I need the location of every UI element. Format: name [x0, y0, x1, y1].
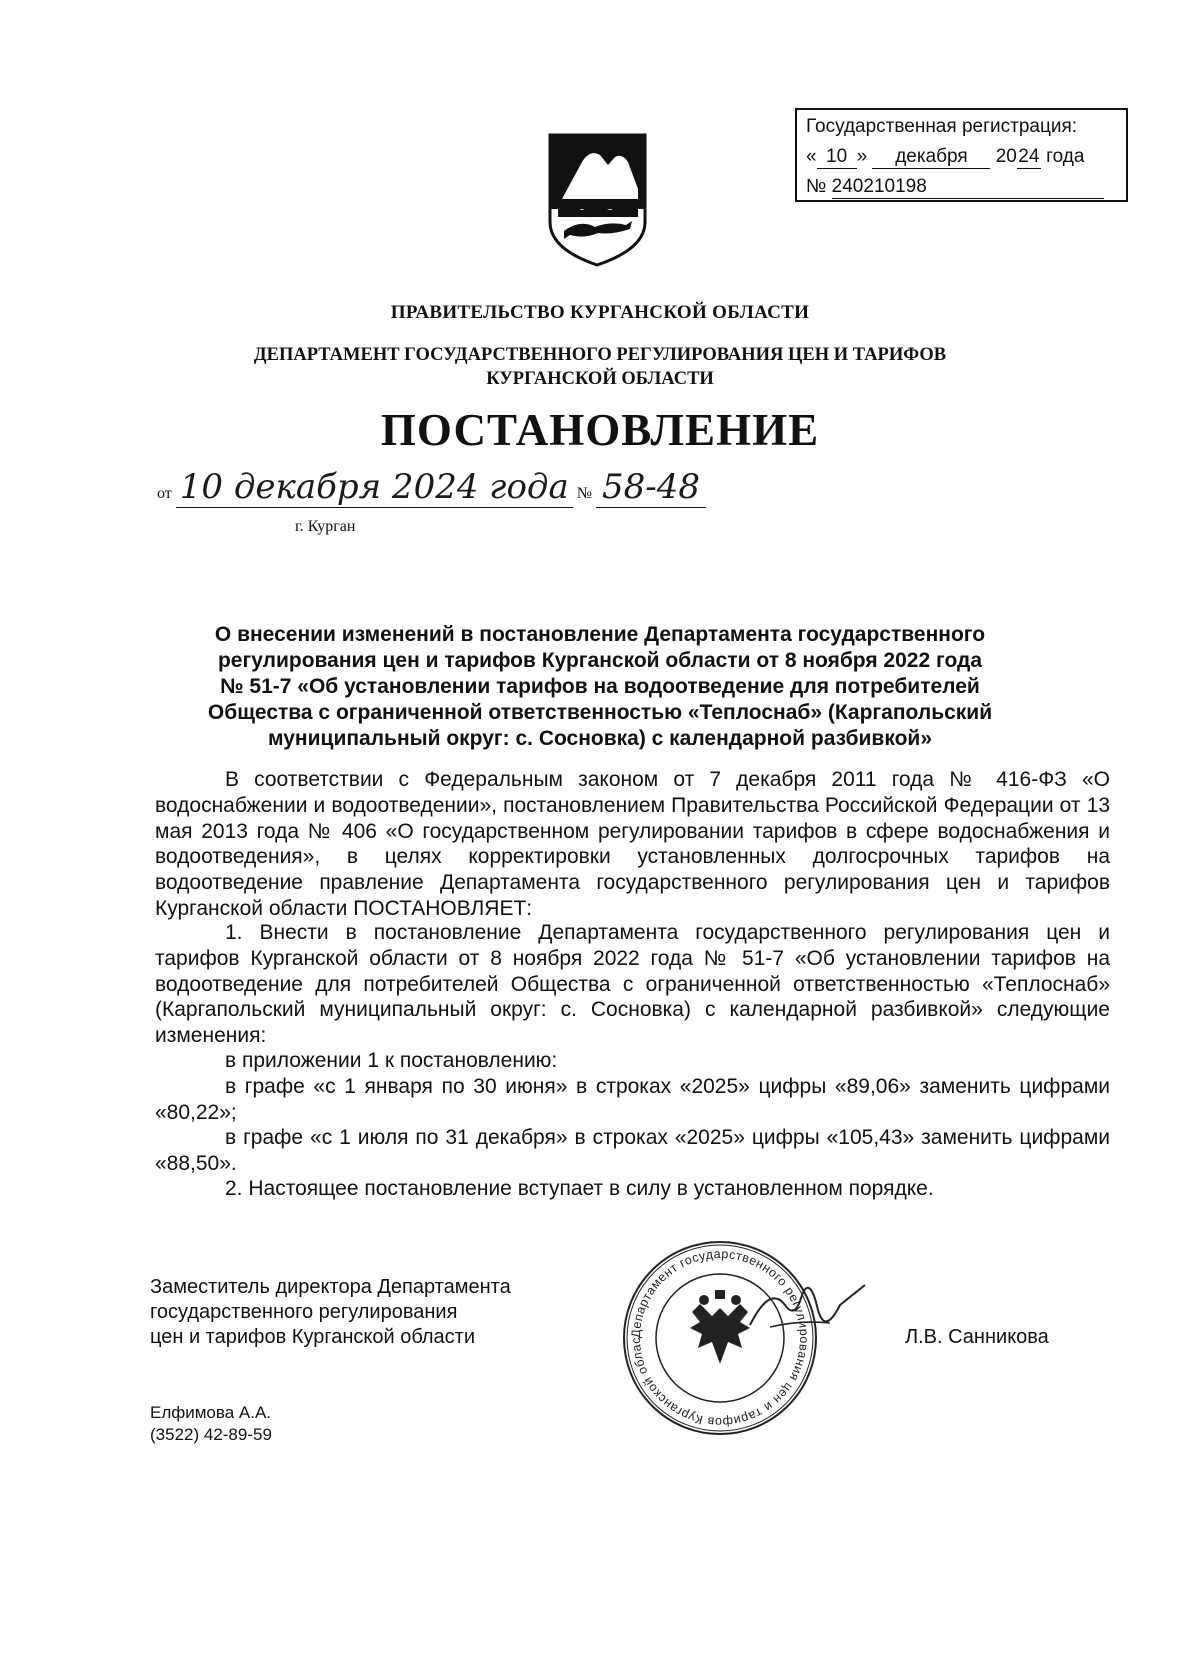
signatory-name: Л.В. Санникова	[905, 1326, 1049, 1348]
state-registration-box	[795, 108, 1128, 202]
department-heading-line2: КУРГАНСКОЙ ОБЛАСТИ	[486, 369, 714, 389]
title-line: регулирования цен и тарифов Курганской области от 8 ноября 2022 года	[217, 649, 983, 672]
registration-day: 10	[817, 146, 857, 169]
registration-number-label: №	[806, 176, 827, 197]
department-heading-line1: ДЕПАРТАМЕНТ ГОСУДАРСТВЕННОГО РЕГУЛИРОВАНИЯ ЦЕН И ТАРИФОВ	[253, 345, 947, 365]
signatory-position-line: цен и тарифов Курганской области	[150, 1326, 475, 1348]
title-line: № 51-7 «Об установлении тарифов на водоотведение для потребителей	[220, 675, 980, 698]
date-from-label: от	[157, 485, 172, 502]
handwritten-number: 58-48	[596, 467, 706, 508]
registration-number: 240210198	[832, 176, 1104, 199]
signatory-position	[150, 1275, 610, 1350]
number-label: №	[576, 485, 593, 502]
registration-date-line: « 10 » декабря 2024 года	[806, 146, 1085, 167]
item-2-paragraph: 2. Настоящее постановление вступает в силу в установленном порядке.	[225, 1177, 934, 1200]
title-line: муниципальный округ: с. Сосновка) с календарной разбивкой»	[268, 727, 932, 750]
registration-month: декабря	[872, 146, 990, 169]
government-heading: ПРАВИТЕЛЬСТВО КУРГАНСКОЙ ОБЛАСТИ	[390, 302, 810, 323]
handwritten-date: 10 декабря 2024 года	[176, 467, 573, 508]
annex-paragraph: в приложении 1 к постановлению:	[225, 1049, 558, 1072]
executor-contact	[150, 1402, 272, 1446]
date-number-line	[157, 467, 706, 507]
preamble-paragraph: В соответствии с Федеральным законом от 7 декабря 2011 года № 416-ФЗ «О водоснабжении и водоотведении», постановлением Правительства Российской Федерации от 13 мая 2013 года № 406 «О государственном регулировании тарифов в сфере водоснабжения и водоотведения», в целях корректировки установленных долгосрочных тарифов на водоотведение правление Департамента государственного регулирования цен и тарифов Курганской области ПОСТАНОВЛЯЕТ:	[155, 768, 1110, 920]
registration-year-suffix: 24	[1018, 146, 1040, 167]
signatory-position-line: Заместитель директора Департамента	[150, 1276, 511, 1298]
registration-year-prefix: 20	[995, 146, 1017, 167]
department-heading	[0, 343, 1200, 391]
registration-number-line	[806, 172, 1126, 202]
change-1-paragraph: в графе «с 1 января по 30 июня» в строках «2025» цифры «89,06» заменить цифрами «80,22»;	[155, 1075, 1110, 1124]
coat-of-arms-emblem	[540, 127, 655, 272]
city-label: г. Курган	[295, 518, 356, 535]
executor-phone: (3522) 42-89-59	[150, 1425, 272, 1444]
registration-year-word: года	[1046, 146, 1085, 167]
title-line: Общества с ограниченной ответственностью «Теплоснаб» (Каргапольский	[207, 701, 993, 724]
title-line: О внесении изменений в постановление Департамента государственного	[214, 623, 986, 646]
change-2-paragraph: в графе «с 1 июля по 31 декабря» в строках «2025» цифры «105,43» заменить цифрами «88,50».	[155, 1126, 1110, 1175]
document-kind-title: ПОСТАНОВЛЕНИЕ	[380, 405, 820, 455]
seal-ring-text: Департамент государственного регулирования цен и тарифов Курганской облас	[628, 1246, 812, 1430]
document-title	[140, 622, 1060, 752]
executor-name: Елфимова А.А.	[150, 1403, 272, 1422]
handwritten-signature	[740, 1265, 870, 1355]
signatory-position-line: государственного регулирования	[150, 1301, 458, 1323]
registration-heading: Государственная регистрация:	[806, 116, 1078, 137]
item-1-paragraph: 1. Внести в постановление Департамента государственного регулирования цен и тарифов Курганской области от 8 ноября 2022 года № 51-7 «Об установлении тарифов на водоотведение для потребителей Общества с ограниченной ответственностью «Теплоснаб» (Каргапольский муниципальный округ: с. Сосновка) с календарной разбивкой» следующие изменения:	[155, 921, 1110, 1048]
